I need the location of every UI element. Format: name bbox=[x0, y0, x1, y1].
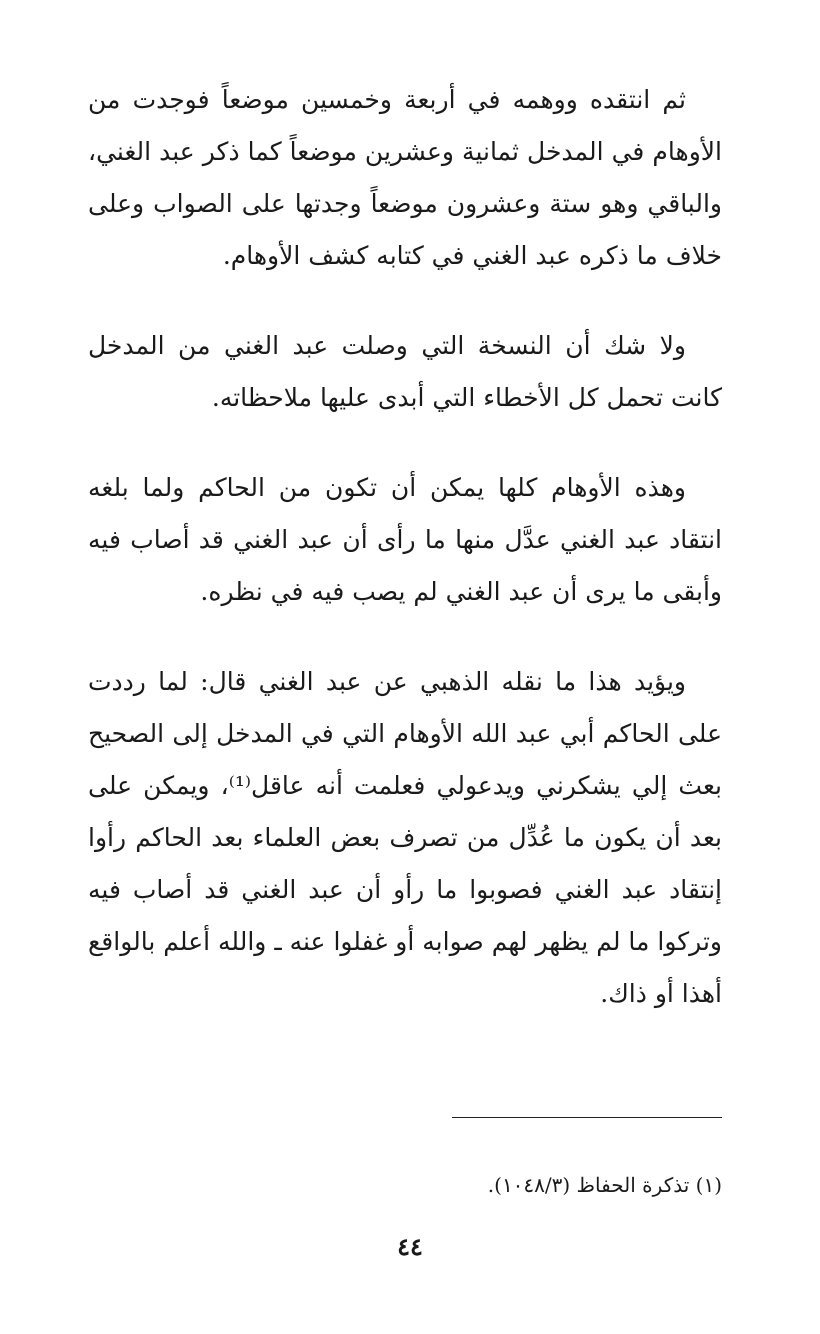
page-number: ٤٤ bbox=[397, 1232, 423, 1261]
paragraph-3: وهذه الأوهام كلها يمكن أن تكون من الحاكم ولما بلغه انتقاد عبد الغني عدَّل منها ما رأى أن عبد الغني قد أصاب فيه وأبقى ما يرى أن عبد الغني لم يصب فيه في نظره. bbox=[88, 473, 722, 606]
footnote: (١) تذكرة الحفاظ (١٠٤٨/٣). bbox=[487, 1173, 722, 1197]
main-text bbox=[88, 74, 722, 1058]
paragraph-4: ويؤيد هذا ما نقله الذهبي عن عبد الغني قال: لما رددت على الحاكم أبي عبد الله الأوهام التي في المدخل إلى الصحيح بعث إلي يشكرني ويدعولي فعلمت أنه عاقل⁽¹⁾، ويمكن على بعد أن يكون ما عُدِّل من تصرف بعض العلماء بعد الحاكم رأوا إنتقاد عبد الغني فصوبوا ما رأو أن عبد الغني قد أصاب فيه وتركوا ما لم يظهر لهم صوابه أو غفلوا عنه ـ والله أعلم بالواقع أهذا أو ذاك. bbox=[88, 667, 722, 1008]
paragraph-2: ولا شك أن النسخة التي وصلت عبد الغني من المدخل كانت تحمل كل الأخطاء التي أبدى عليها ملاحظاته. bbox=[88, 331, 722, 412]
paragraph-1: ثم انتقده ووهمه في أربعة وخمسين موضعاً فوجدت من الأوهام في المدخل ثمانية وعشرين موضعاً كما ذكر عبد الغني، والباقي وهو ستة وعشرون موضعاً وجدتها على الصواب وعلى خلاف ما ذكره عبد الغني في كتابه كشف الأوهام. bbox=[88, 85, 722, 270]
footnote-divider bbox=[452, 1117, 722, 1118]
